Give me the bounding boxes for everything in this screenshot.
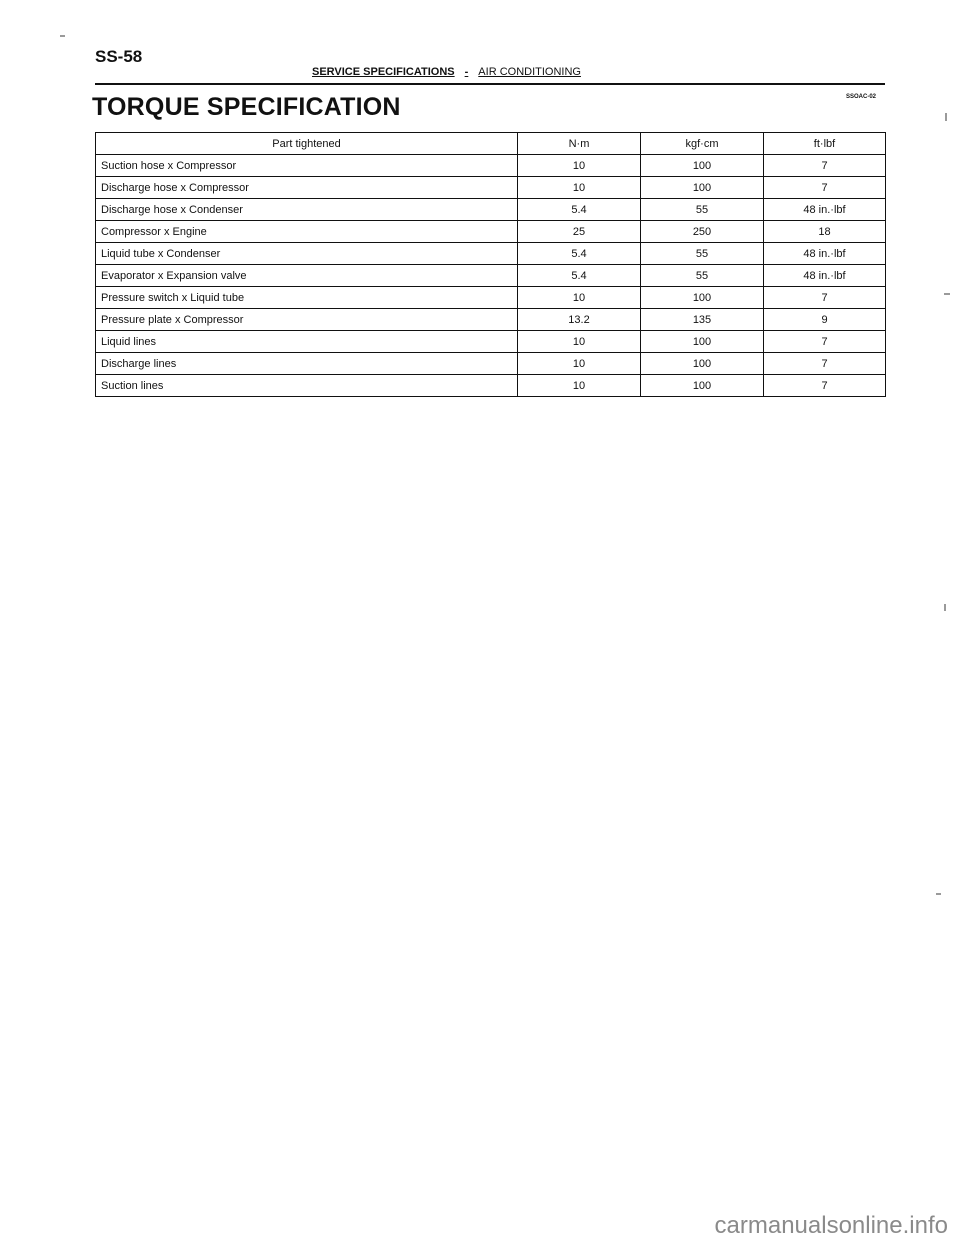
header-kgf-cm: kgf·cm bbox=[641, 133, 764, 155]
cell-kgf-cm: 250 bbox=[641, 221, 764, 243]
scan-speck bbox=[945, 113, 947, 121]
table-row bbox=[96, 221, 886, 243]
table-row bbox=[96, 287, 886, 309]
cell-nm: 13.2 bbox=[518, 309, 641, 331]
subsection-title: AIR CONDITIONING bbox=[478, 66, 581, 78]
cell-ft-lbf: 7 bbox=[764, 155, 886, 177]
section-header bbox=[312, 66, 581, 78]
cell-ft-lbf: 7 bbox=[764, 331, 886, 353]
cell-nm: 10 bbox=[518, 375, 641, 397]
cell-part: Pressure switch x Liquid tube bbox=[96, 287, 518, 309]
table-row bbox=[96, 265, 886, 287]
cell-part: Pressure plate x Compressor bbox=[96, 309, 518, 331]
cell-part: Discharge hose x Condenser bbox=[96, 199, 518, 221]
cell-nm: 5.4 bbox=[518, 265, 641, 287]
watermark: carmanualsonline.info bbox=[714, 1212, 948, 1239]
cell-kgf-cm: 135 bbox=[641, 309, 764, 331]
cell-kgf-cm: 100 bbox=[641, 287, 764, 309]
page-number: SS-58 bbox=[95, 47, 143, 66]
table-row bbox=[96, 309, 886, 331]
cell-part: Discharge lines bbox=[96, 353, 518, 375]
scan-speck bbox=[60, 35, 65, 37]
table-row bbox=[96, 375, 886, 397]
header-ft-lbf: ft·lbf bbox=[764, 133, 886, 155]
section-title: SERVICE SPECIFICATIONS bbox=[312, 66, 455, 78]
cell-ft-lbf: 48 in.·lbf bbox=[764, 243, 886, 265]
cell-part: Liquid lines bbox=[96, 331, 518, 353]
header-nm: N·m bbox=[518, 133, 641, 155]
cell-nm: 25 bbox=[518, 221, 641, 243]
table-header-row bbox=[96, 133, 886, 155]
cell-ft-lbf: 7 bbox=[764, 353, 886, 375]
cell-ft-lbf: 48 in.·lbf bbox=[764, 199, 886, 221]
scan-speck bbox=[944, 604, 946, 611]
header-separator: - bbox=[464, 66, 469, 78]
cell-kgf-cm: 100 bbox=[641, 353, 764, 375]
cell-nm: 10 bbox=[518, 353, 641, 375]
scan-speck bbox=[944, 293, 950, 295]
cell-nm: 5.4 bbox=[518, 243, 641, 265]
page-title: TORQUE SPECIFICATION bbox=[92, 93, 401, 121]
cell-part: Suction hose x Compressor bbox=[96, 155, 518, 177]
table-row bbox=[96, 331, 886, 353]
scan-speck bbox=[936, 893, 941, 895]
cell-part: Compressor x Engine bbox=[96, 221, 518, 243]
cell-kgf-cm: 100 bbox=[641, 155, 764, 177]
header-rule bbox=[95, 83, 885, 85]
cell-nm: 10 bbox=[518, 287, 641, 309]
cell-kgf-cm: 55 bbox=[641, 199, 764, 221]
cell-ft-lbf: 9 bbox=[764, 309, 886, 331]
cell-nm: 10 bbox=[518, 331, 641, 353]
cell-part: Suction lines bbox=[96, 375, 518, 397]
cell-nm: 10 bbox=[518, 177, 641, 199]
cell-part: Discharge hose x Compressor bbox=[96, 177, 518, 199]
cell-part: Evaporator x Expansion valve bbox=[96, 265, 518, 287]
cell-ft-lbf: 7 bbox=[764, 375, 886, 397]
cell-ft-lbf: 7 bbox=[764, 287, 886, 309]
torque-table bbox=[95, 132, 886, 397]
cell-nm: 10 bbox=[518, 155, 641, 177]
table-row bbox=[96, 155, 886, 177]
cell-ft-lbf: 48 in.·lbf bbox=[764, 265, 886, 287]
cell-kgf-cm: 100 bbox=[641, 177, 764, 199]
cell-nm: 5.4 bbox=[518, 199, 641, 221]
table-row bbox=[96, 199, 886, 221]
cell-kgf-cm: 100 bbox=[641, 375, 764, 397]
cell-ft-lbf: 18 bbox=[764, 221, 886, 243]
cell-ft-lbf: 7 bbox=[764, 177, 886, 199]
table-row bbox=[96, 177, 886, 199]
cell-kgf-cm: 55 bbox=[641, 243, 764, 265]
table-row bbox=[96, 353, 886, 375]
cell-kgf-cm: 55 bbox=[641, 265, 764, 287]
table-row bbox=[96, 243, 886, 265]
reference-code: SSOAC-02 bbox=[846, 94, 877, 100]
cell-part: Liquid tube x Condenser bbox=[96, 243, 518, 265]
header-part-tightened: Part tightened bbox=[96, 133, 518, 155]
cell-kgf-cm: 100 bbox=[641, 331, 764, 353]
